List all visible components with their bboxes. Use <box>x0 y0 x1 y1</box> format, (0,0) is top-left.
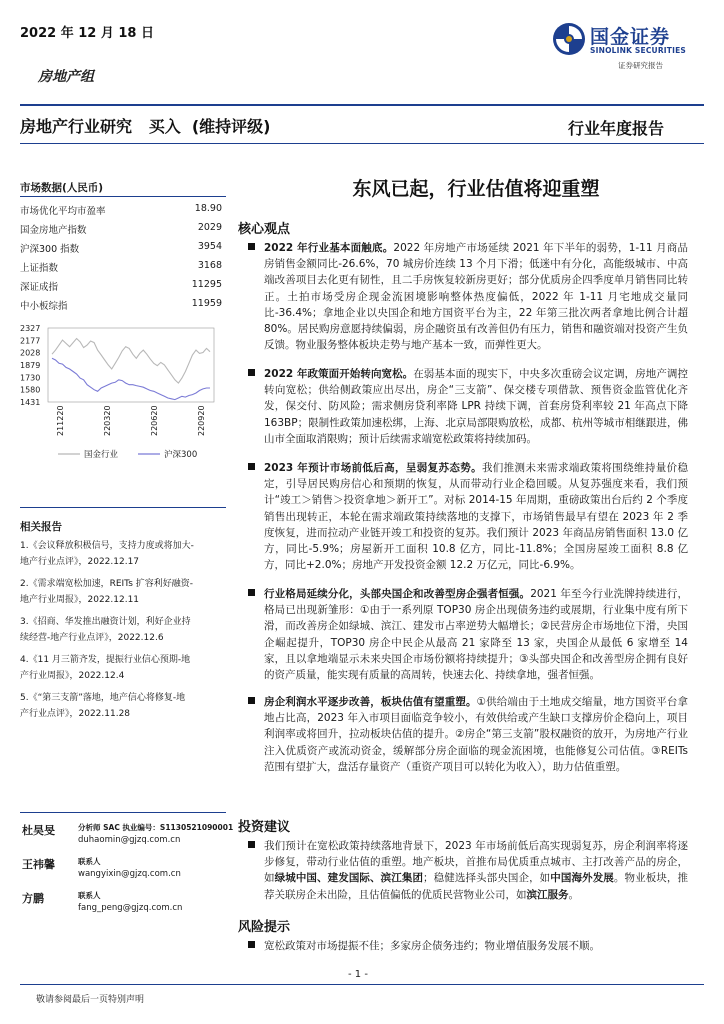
footer-divider <box>20 984 704 985</box>
bullet-icon <box>248 841 255 848</box>
index-chart <box>18 318 224 478</box>
chart-x-tick-label: 220920 <box>197 405 206 436</box>
core-point-heading: 2023 年预计市场前低后高，呈弱复苏态势。 <box>264 462 482 474</box>
chart-y-tick-label: 2327 <box>20 324 41 333</box>
author-name: 方鹏 <box>22 892 44 905</box>
report-date: 2022 年 12 月 18 日 <box>20 26 154 41</box>
market-data-label: 上证指数 <box>20 263 59 274</box>
bullet-icon <box>248 589 255 596</box>
market-data-label: 深证成指 <box>20 282 59 293</box>
invest-advice-paragraph <box>248 838 688 903</box>
related-report-item[interactable] <box>20 538 226 570</box>
related-report-line1: 4.《11 月三箭齐发，提振行业信心预期-地 <box>20 655 191 665</box>
logo-text-en: SINOLINK SECURITIES <box>590 46 687 55</box>
related-report-line2: 地产行业周报》，2022.12.11 <box>20 595 140 605</box>
author-title: 联系人 <box>78 857 101 866</box>
market-data-value: 2029 <box>197 222 222 233</box>
core-point-text: 2021 年至今行业洗牌持续进行，格局已出现新雏形：①由于一系列原 TOP30 房企出现债务违约或展期，行业集中度有所下滑，而改善房企如绿城、滨江、建发市占率逆势大幅增长；②民营房企市场地位下滑，央国企崛起提升，TOP30 房企中民企从最高 21 家降至 13 家，央国企从最低 6 家增至 14 家，且以拿地端显示未来央国企市场份额将持续提升；③头部央国企和改善型房企拥有良好的资产质量，能实现有质量的高周转，快速去化、持续拿地，强者恒强。 <box>264 588 689 682</box>
logo-subtitle: 证券研究报告 <box>618 61 663 70</box>
main-title: 东风已起，行业估值将迎重塑 <box>352 178 600 200</box>
core-point-paragraph <box>248 694 688 775</box>
market-data-row <box>20 203 222 219</box>
bullet-icon <box>248 697 255 704</box>
invest-bold-2: 中国海外发展 <box>550 872 614 885</box>
market-data-label: 国金房地产指数 <box>20 225 87 236</box>
related-report-line2: 产行业周报》，2022.12.4 <box>20 671 125 681</box>
market-data-value: 3168 <box>197 260 222 271</box>
related-report-item[interactable] <box>20 614 226 646</box>
market-data-value: 11295 <box>191 279 222 290</box>
related-report-item[interactable] <box>20 652 226 684</box>
research-group: 房地产组 <box>38 69 94 85</box>
chart-divider <box>20 507 226 508</box>
core-point-paragraph <box>248 240 688 353</box>
core-point-heading: 房企利润水平逐步改善，板块估值有望重塑。 <box>264 696 477 708</box>
section-core-heading: 核心观点 <box>238 222 291 237</box>
header-divider-bottom <box>20 143 704 144</box>
chart-y-tick-label: 1879 <box>20 361 41 370</box>
related-report-line1: 2.《需求端宽松加速，REITs 扩容利好融资- <box>20 579 193 589</box>
market-data-value: 18.90 <box>194 203 222 214</box>
market-data-row <box>20 279 222 295</box>
section-risk-heading: 风险提示 <box>238 920 291 935</box>
footer-disclaimer: 敬请参阅最后一页特别声明 <box>36 995 145 1005</box>
bullet-icon <box>248 243 255 250</box>
invest-text-1: 我们预计在宽松政策持续落地背景下，2023 年市场前低后高实现弱复苏，房企利润率将逐步修复，带动行业估值的重塑。地产板块，首推布局优质重点城市、主打改善产品的房企，如 <box>264 840 688 885</box>
authors-divider <box>20 812 226 813</box>
risk-paragraph <box>248 938 688 954</box>
related-report-line1: 3.《招商、华发推出融资计划，利好企业持 <box>20 617 191 627</box>
logo-text-cn: 国金证券 <box>590 26 671 48</box>
market-data-divider <box>20 196 226 197</box>
core-point-text: ①供给端由于土地成交缩量，地方国资平台拿地占比高，2023 年入市项目面临竞争较小，有效供给或产生缺口支撑房价企稳向上，项目利润率或将回升，拉动板块估值的提升。②房企“第三支箭”股权融资的放开，为房地产行业注入优质资产或流动资金，缓解部分房企面临的现金流困境，也能修复公司估值。③REITs 范围有望扩大，盘活存量资产（重资产项目可以转化为收入），助力估值重塑。 <box>264 696 688 773</box>
author-name: 杜昊旻 <box>22 824 55 837</box>
chart-y-tick-label: 2028 <box>20 348 41 358</box>
core-point-heading: 2022 年行业基本面触底。 <box>264 242 394 254</box>
bullet-icon <box>248 369 255 376</box>
related-report-line2: 产行业点评》，2022.11.28 <box>20 709 131 719</box>
core-point-paragraph <box>248 366 688 447</box>
related-reports-title: 相关报告 <box>20 521 62 533</box>
market-data-row <box>20 222 222 238</box>
report-type: 行业年度报告 <box>568 119 665 138</box>
invest-text-2: ；稳健选择头部央国企，如 <box>423 872 551 885</box>
author-name: 王祎馨 <box>22 858 55 871</box>
invest-bold-1: 绿城中国、建发国际、滨江集团 <box>274 872 424 885</box>
related-report-line2: 地产行业点评》，2022.12.17 <box>20 557 140 567</box>
core-point-heading: 2022 年政策面开始转向宽松。 <box>264 368 414 380</box>
market-data-row <box>20 260 222 276</box>
risk-text: 宽松政策对市场提振不佳；多家房企债务违约；物业增值服务发展不顺。 <box>264 940 600 952</box>
core-point-paragraph <box>248 586 688 683</box>
market-data-row <box>20 241 222 257</box>
chart-y-tick-label: 1730 <box>20 373 41 383</box>
page-number: - 1 - <box>348 969 368 980</box>
chart-x-tick-label: 220320 <box>103 405 112 436</box>
header-divider-top <box>20 104 704 106</box>
section-invest-heading: 投资建议 <box>238 820 291 835</box>
invest-text-3: 。物业板块，推荐关联房企未出险，且估值偏低的优质民营物业公司，如 <box>264 872 689 901</box>
author-title: 联系人 <box>78 891 101 900</box>
invest-text-4: 。 <box>568 888 579 901</box>
chart-series-line <box>52 339 210 384</box>
chart-legend-label: 沪深300 <box>164 450 198 460</box>
core-point-paragraph <box>248 460 688 573</box>
core-point-text: 2022 年房地产市场延续 2021 年下半年的弱势，1-11 月商品房销售金额同比-26.6%，70 城房价连续 13 个月下滑；低迷中有分化，高能级城市、中高端改善项目去化更有韧性，且二手房恢复较新房更好；部分优质房企四季度单月销售同比转正。土拍市场受房企现金流困境影响整体热度偏低，2022 年 1-11 月宅地成交量同比-36.4%；拿地企业以央国企和地方国资平台为主，22 年第三批次两者拿地比例合计超 80%。居民购房意愿持续偏弱，房企融资虽有改善但仍有压力，销售和融资端对投资产生负反馈。物业服务整体板块走势与地产基本一致，而弹性更大。 <box>264 242 688 352</box>
market-data-title: 市场数据(人民币) <box>20 182 104 194</box>
core-point-heading: 行业格局延续分化，头部央国企和改善型房企强者恒强。 <box>264 588 531 600</box>
logo-mark-icon <box>552 22 586 56</box>
report-title: 房地产行业研究 买入 (维持评级) <box>20 117 271 136</box>
related-report-item[interactable] <box>20 690 226 722</box>
author-email[interactable]: wangyixin@gjzq.com.cn <box>78 869 181 879</box>
related-report-line1: 5.《“第三支箭”落地，地产信心将修复-地 <box>20 693 186 703</box>
author-email[interactable]: fang_peng@gjzq.com.cn <box>78 903 183 913</box>
core-point-text: 我们推测未来需求端政策将围绕维持量价稳定，引导居民购房信心和预期的恢复，从而带动行业企稳回暖。从复苏强度来看，我们预计“竣工＞销售＞投资拿地＞新开工”。对标 2014-15 年周期，重磅政策出台后约 2 个季度销售出现转正，本轮在需求端政策持续落地的支撑下，市场销售最早有望在 2023 年 2 季度恢复，进而拉动产业链开竣工和投资的复苏。我们预计 2023 年商品房销售面积 13.0 亿方，同比-5.9%；房屋新开工面积 10.8 亿方，同比-11.8%；全国房屋竣工面积 8.8 亿方，同比+2.0%；房地产开发投资金额 12.2 万亿元，同比-6.9%。 <box>264 462 688 572</box>
related-report-item[interactable] <box>20 576 226 608</box>
market-data-label: 中小板综指 <box>20 301 68 312</box>
market-data-value: 11959 <box>191 298 222 309</box>
related-report-line1: 1.《会议释放积极信号，支持力度或将加大- <box>20 541 194 551</box>
chart-y-tick-label: 1431 <box>20 398 41 407</box>
market-data-label: 市场优化平均市盈率 <box>20 206 106 217</box>
chart-series-line <box>52 358 210 399</box>
chart-x-tick-label: 211220 <box>56 405 65 436</box>
chart-legend-label: 国金行业 <box>84 450 119 460</box>
related-report-line2: 续经营-地产行业点评》，2022.12.6 <box>20 633 164 643</box>
bullet-icon <box>248 463 255 470</box>
market-data-label: 沪深300 指数 <box>20 244 80 255</box>
index-line-chart <box>18 318 224 478</box>
author-title: 分析师 SAC 执业编号：S1130521090001 <box>78 823 234 832</box>
chart-x-tick-label: 220620 <box>150 405 159 436</box>
chart-y-tick-label: 2177 <box>20 336 41 346</box>
core-point-text: 在弱基本面的现实下，中央多次重磅会议定调，房地产调控转向宽松；供给侧政策应出尽出，房企“三支箭”、保交楼专项借款、预售资金监管优化齐发，保交付、防风险；需求侧房贷利率降 LPR 持续下调，首套房贷利率较 21 年高点下降 163BP；限制性政策加速松绑，上海、北京局部限购放松，成都、杭州等城市相继跟进，佛山市全面取消限购；预计后续需求端宽松政策将持续加码。 <box>264 368 688 445</box>
bullet-icon <box>248 941 255 948</box>
market-data-row <box>20 298 222 314</box>
invest-bold-3: 滨江服务 <box>526 888 569 901</box>
chart-plot-frame <box>48 328 214 402</box>
chart-y-tick-label: 1580 <box>20 385 41 395</box>
market-data-value: 3954 <box>197 241 222 252</box>
author-email[interactable]: duhaomin@gjzq.com.cn <box>78 835 181 845</box>
